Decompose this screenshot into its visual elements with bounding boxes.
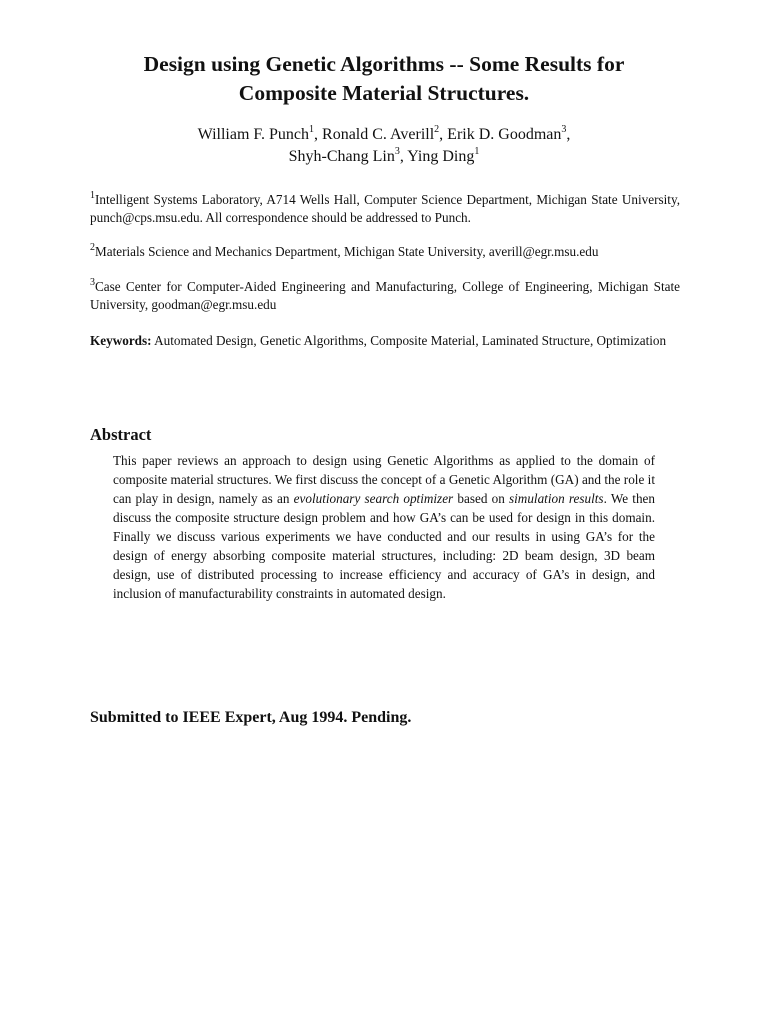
author-affiliation-mark: 3 <box>394 145 400 157</box>
keywords-block <box>90 332 680 350</box>
author-name: Ying Ding <box>407 148 475 165</box>
author-list: William F. Punch$^1$, Ronald C. Averill$^2$, Erik D. Goodman$^3$, Shyh-Chang Lin$^3$, Ying Ding$^1$ <box>197 123 571 165</box>
author-affiliation-mark: 1 <box>474 145 480 157</box>
title-line-2: Composite Material Structures. <box>238 81 530 105</box>
affiliation-1 <box>90 191 680 227</box>
author-name: William F. Punch <box>197 126 310 143</box>
affiliation-mark: 1 <box>90 189 95 201</box>
title-line-1: Design using Genetic Algorithms -- Some Results for <box>143 52 625 76</box>
abstract-text-part: This paper reviews an approach to design using Genetic Algorithms as applied to the domain of composite material structures. We first discuss the concept of a Genetic Algorithm (GA) and the role it can play in design, namely as an <box>113 453 655 506</box>
author-name: Ronald C. Averill <box>322 126 435 143</box>
affiliation-2 <box>90 243 680 261</box>
submission-note: Submitted to IEEE Expert, Aug 1994. Pending. <box>90 709 412 726</box>
paper-title <box>90 50 678 108</box>
abstract-heading: Abstract <box>90 425 152 444</box>
affiliation-3 <box>90 278 680 314</box>
affiliation-mark: 2 <box>90 241 95 253</box>
affiliation-text: Intelligent Systems Laboratory, A714 Wells Hall, Computer Science Department, Michigan State University, punch@cps.msu.edu. All correspondence should be addressed to Punch. <box>90 192 680 225</box>
abstract-emphasis: simulation results <box>509 491 604 506</box>
affiliation-mark: 3 <box>90 276 95 288</box>
keywords-text: Automated Design, Genetic Algorithms, Composite Material, Laminated Structure, Optimization <box>151 333 667 348</box>
keywords-label: Keywords: <box>90 333 152 348</box>
author-name: Shyh-Chang Lin <box>288 148 395 165</box>
affiliation-text: Case Center for Computer-Aided Engineering and Manufacturing, College of Engineering, Michigan State University, goodman@egr.msu.edu <box>90 279 680 312</box>
affiliation-text: Materials Science and Mechanics Department, Michigan State University, averill@egr.msu.edu <box>95 244 599 259</box>
author-affiliation-mark: 1 <box>309 123 315 135</box>
abstract-text-part: . We then discuss the composite structure design problem and how GA’s can be used for design in this domain. Finally we discuss various experiments we have conducted and our results in using GA’s for the design of energy absorbing composite material structures, including: 2D beam design, 3D beam design, use of distributed processing to increase efficiency and accuracy of GA’s in design, and inclusion of manufacturability constraints in automated design. <box>113 491 655 601</box>
abstract-emphasis: evolutionary search optimizer <box>293 491 454 506</box>
abstract-text-part: based on <box>453 491 509 506</box>
author-affiliation-mark: 3 <box>561 123 567 135</box>
author-affiliation-mark: 2 <box>434 123 440 135</box>
abstract-body <box>113 451 655 603</box>
author-name: Erik D. Goodman <box>447 126 562 143</box>
